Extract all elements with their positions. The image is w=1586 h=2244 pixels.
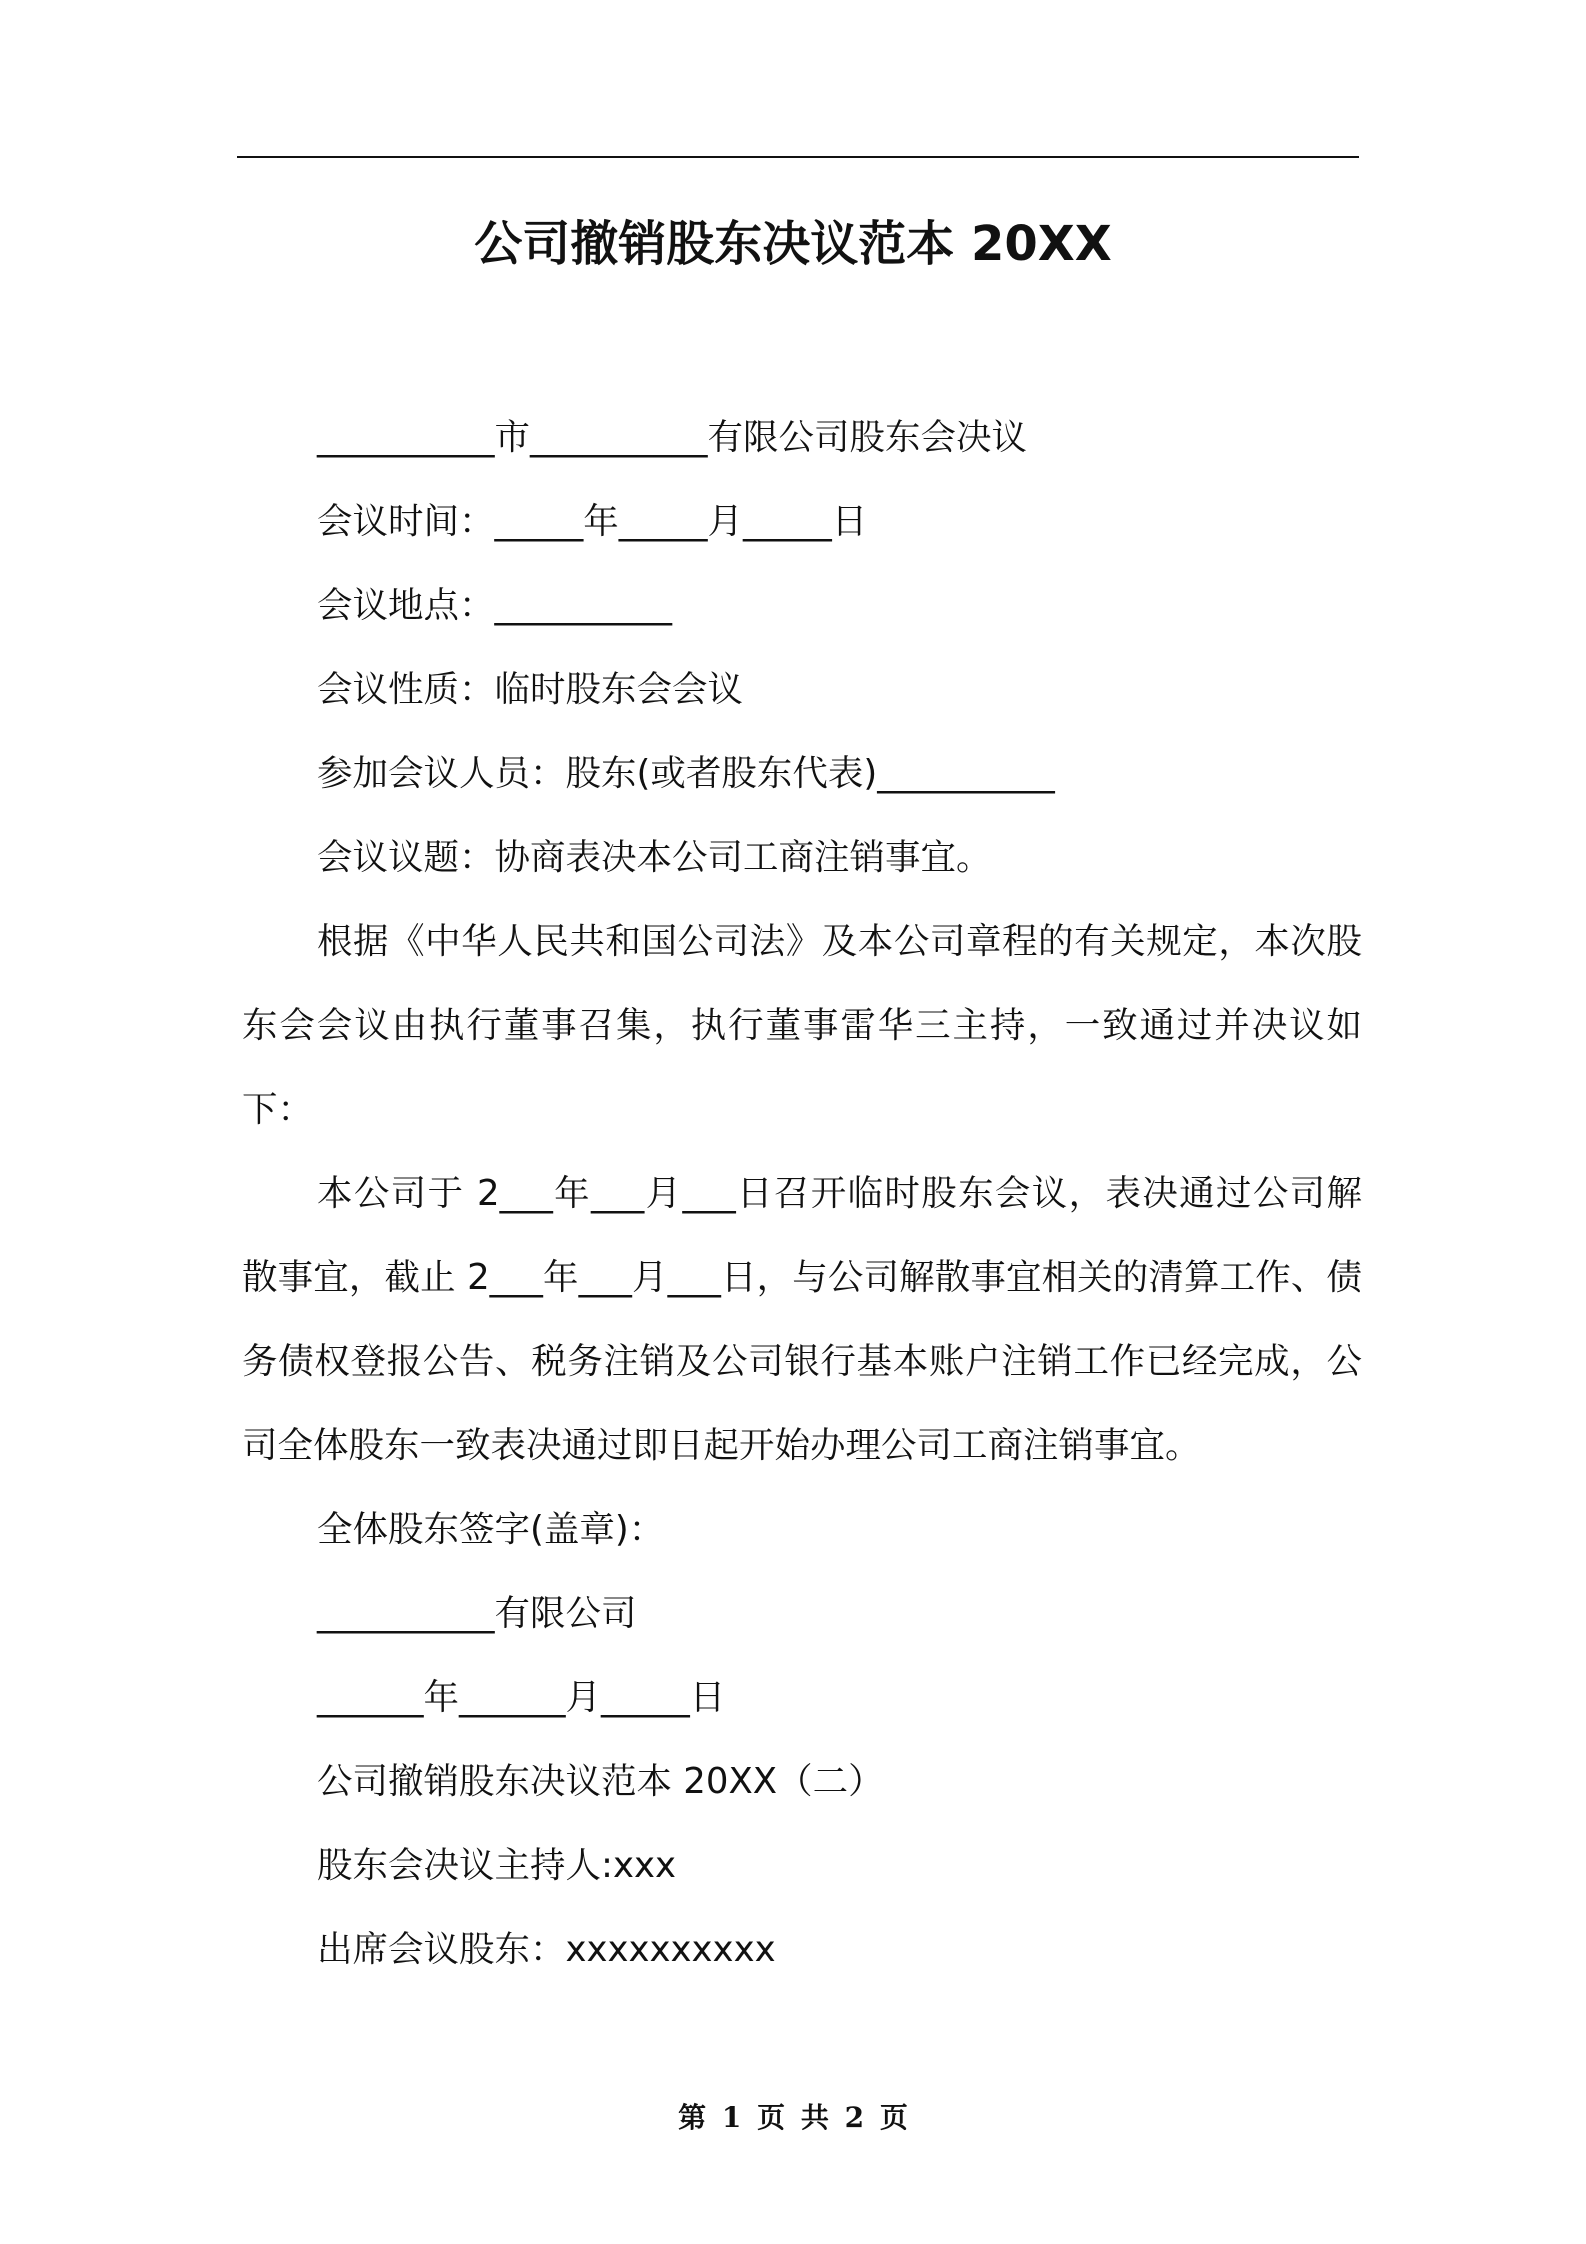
second-template-title-line: 公司撤销股东决议范本 20XX（二） — [317, 1761, 884, 1802]
meeting-topic-line: 会议议题：协商表决本公司工商注销事宜。 — [317, 837, 992, 878]
header-rule — [237, 156, 1359, 158]
resolution-heading-line: __________市__________有限公司股东会决议 — [317, 417, 1028, 458]
page-number-footer: 第 1 页 共 2 页 — [678, 2101, 908, 2134]
company-name-line: __________有限公司 — [317, 1593, 637, 1634]
resolution-paragraph: 本公司于 2___年___月___日召开临时股东会议，表决通过公司解散事宜，截止 2___年___月___日，与公司解散事宜相关的清算工作、债务债权登报公告、税务注销及公司银行基本账户注销工作已经完成，公司全体股东一致表决通过即日起开始办理公司工商注销事宜。 — [242, 1173, 1362, 1466]
attending-shareholders-line: 出席会议股东：xxxxxxxxxx — [317, 1929, 776, 1970]
document-body — [242, 396, 1362, 1992]
meeting-nature-line: 会议性质：临时股东会会议 — [317, 669, 744, 710]
attendees-line: 参加会议人员：股东(或者股东代表)__________ — [317, 753, 1055, 794]
document-title: 公司撤销股东决议范本 20XX — [474, 216, 1112, 272]
host-line: 股东会决议主持人:xxx — [317, 1845, 676, 1886]
signature-label-line: 全体股东签字(盖章)： — [317, 1509, 665, 1550]
meeting-place-line: 会议地点：__________ — [317, 585, 673, 626]
meeting-time-line: 会议时间：_____年_____月_____日 — [317, 501, 868, 542]
legal-basis-paragraph: 根据《中华人民共和国公司法》及本公司章程的有关规定，本次股东会会议由执行董事召集，执行董事雷华三主持，一致通过并决议如下： — [242, 921, 1362, 1130]
signature-date-line: ______年______月_____日 — [317, 1677, 726, 1718]
